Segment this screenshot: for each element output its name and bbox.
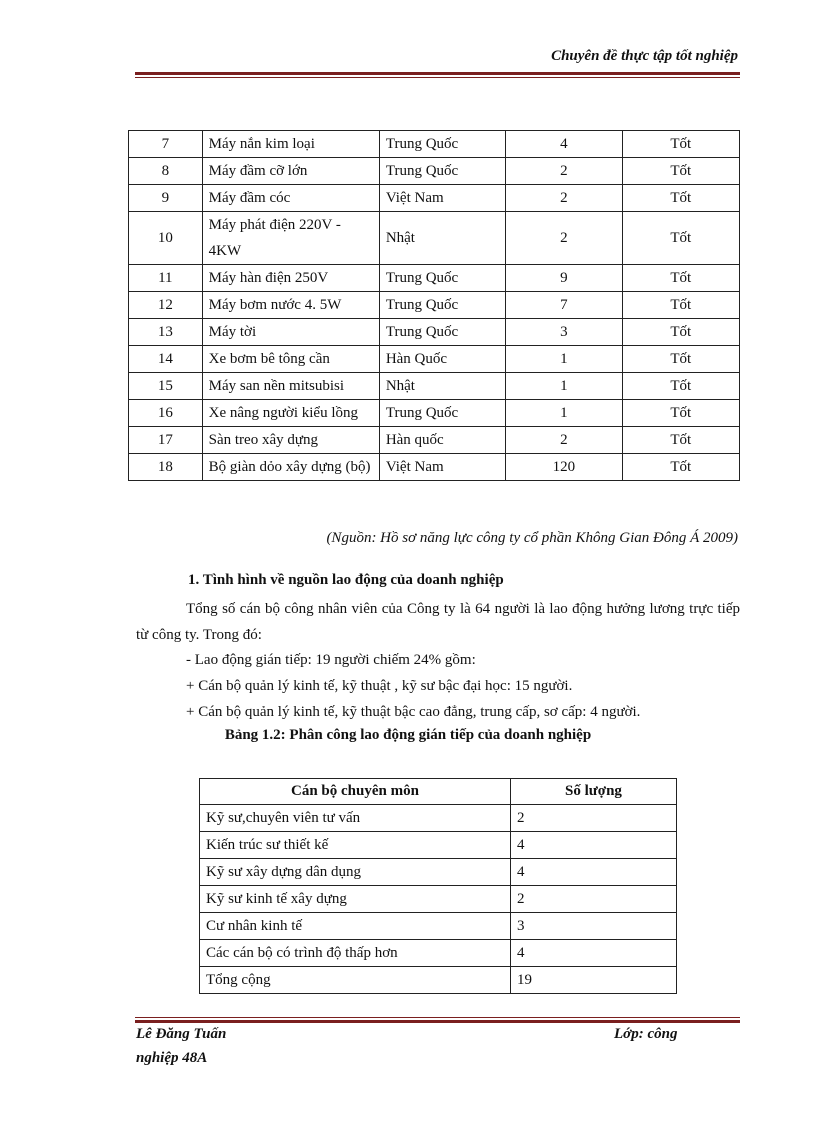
- table-row: [129, 185, 740, 212]
- source-note: (Nguồn: Hồ sơ năng lực công ty cổ phần Không Gian Đông Á 2009): [326, 530, 738, 546]
- cell-origin: Việt Nam: [379, 185, 505, 212]
- cell-origin: Nhật: [379, 212, 505, 265]
- cell-name: Xe bơm bê tông cần: [202, 346, 379, 373]
- cell-status: Tốt: [622, 158, 739, 185]
- cell-status: Tốt: [622, 400, 739, 427]
- cell-origin: Trung Quốc: [379, 265, 505, 292]
- footer-author: Lê Đăng Tuấn: [136, 1026, 227, 1042]
- cell-status: Tốt: [622, 346, 739, 373]
- cell-name: Máy san nền mitsubisi: [202, 373, 379, 400]
- cell-name: Máy bơm nước 4. 5W: [202, 292, 379, 319]
- cell-qty: 1: [506, 373, 622, 400]
- cell-status: Tốt: [622, 265, 739, 292]
- cell-name: Máy phát điện 220V - 4KW: [202, 212, 379, 265]
- cell-role: Các cán bộ có trình độ thấp hơn: [200, 940, 511, 967]
- cell-count: 19: [510, 967, 676, 994]
- cell-origin: Trung Quốc: [379, 400, 505, 427]
- cell-name: Máy tời: [202, 319, 379, 346]
- footer-class-label: Lớp: công: [614, 1026, 678, 1042]
- cell-status: Tốt: [622, 427, 739, 454]
- table-row: [200, 940, 677, 967]
- paragraph-college-staff: + Cán bộ quản lý kinh tế, kỹ thuật bậc cao đẳng, trung cấp, sơ cấp: 4 người.: [186, 704, 641, 720]
- staff-table: [199, 778, 677, 994]
- cell-status: Tốt: [622, 292, 739, 319]
- cell-count: 4: [510, 832, 676, 859]
- paragraph-total-staff: Tổng số cán bộ công nhân viên của Công ty là 64 người là lao động hưởng lương trực tiếp từ công ty. Trong đó:: [136, 601, 740, 643]
- cell-origin: Trung Quốc: [379, 292, 505, 319]
- footer-rule-thin: [135, 1017, 740, 1018]
- cell-name: Máy đầm cỡ lớn: [202, 158, 379, 185]
- cell-name: Máy hàn điện 250V: [202, 265, 379, 292]
- cell-origin: Việt Nam: [379, 454, 505, 481]
- cell-no: 11: [129, 265, 203, 292]
- table-row: [129, 346, 740, 373]
- cell-status: Tốt: [622, 373, 739, 400]
- footer-rule: [135, 1020, 740, 1023]
- cell-no: 7: [129, 131, 203, 158]
- cell-status: Tốt: [622, 131, 739, 158]
- table-row: [129, 131, 740, 158]
- cell-count: 4: [510, 859, 676, 886]
- cell-name: Xe nâng người kiểu lồng: [202, 400, 379, 427]
- table-row: [129, 319, 740, 346]
- cell-no: 15: [129, 373, 203, 400]
- table-row: [129, 427, 740, 454]
- cell-no: 18: [129, 454, 203, 481]
- cell-qty: 4: [506, 131, 622, 158]
- cell-no: 13: [129, 319, 203, 346]
- cell-qty: 9: [506, 265, 622, 292]
- cell-qty: 1: [506, 400, 622, 427]
- table-row-total: [200, 967, 677, 994]
- cell-origin: Trung Quốc: [379, 131, 505, 158]
- table-row: [129, 454, 740, 481]
- cell-no: 9: [129, 185, 203, 212]
- cell-count: 4: [510, 940, 676, 967]
- cell-role: Tổng cộng: [200, 967, 511, 994]
- table-row: [200, 805, 677, 832]
- cell-qty: 2: [506, 185, 622, 212]
- table-row: [200, 832, 677, 859]
- cell-qty: 1: [506, 346, 622, 373]
- table-row: [129, 158, 740, 185]
- cell-name: Bộ giàn dỏo xây dựng (bộ): [202, 454, 379, 481]
- cell-origin: Trung Quốc: [379, 158, 505, 185]
- cell-name: Máy nắn kim loại: [202, 131, 379, 158]
- cell-name: Sàn treo xây dựng: [202, 427, 379, 454]
- cell-origin: Trung Quốc: [379, 319, 505, 346]
- cell-qty: 3: [506, 319, 622, 346]
- cell-origin: Hàn Quốc: [379, 346, 505, 373]
- header-rule: [135, 72, 740, 75]
- cell-role: Kỹ sư xây dựng dân dụng: [200, 859, 511, 886]
- cell-status: Tốt: [622, 185, 739, 212]
- cell-origin: Nhật: [379, 373, 505, 400]
- cell-name: Máy đầm cóc: [202, 185, 379, 212]
- cell-status: Tốt: [622, 319, 739, 346]
- header-role: Cán bộ chuyên môn: [200, 779, 511, 805]
- cell-qty: 2: [506, 158, 622, 185]
- footer-class-cont: nghiệp 48A: [136, 1050, 208, 1066]
- cell-qty: 120: [506, 454, 622, 481]
- table-row: [200, 886, 677, 913]
- cell-role: Kiến trúc sư thiết kế: [200, 832, 511, 859]
- cell-role: Cư nhân kinh tế: [200, 913, 511, 940]
- header-count: Số lượng: [510, 779, 676, 805]
- equipment-table: [128, 130, 740, 481]
- table-caption: Bảng 1.2: Phân công lao động gián tiếp của doanh nghiệp: [224, 727, 592, 743]
- cell-no: 12: [129, 292, 203, 319]
- cell-count: 2: [510, 886, 676, 913]
- cell-no: 14: [129, 346, 203, 373]
- cell-count: 2: [510, 805, 676, 832]
- section-heading: 1. Tình hình về nguồn lao động của doanh nghiệp: [188, 572, 504, 588]
- cell-origin: Hàn quốc: [379, 427, 505, 454]
- table-row: [200, 913, 677, 940]
- table-row: [129, 400, 740, 427]
- cell-qty: 2: [506, 427, 622, 454]
- cell-no: 10: [129, 212, 203, 265]
- cell-role: Kỹ sư,chuyên viên tư vấn: [200, 805, 511, 832]
- table-row: [129, 373, 740, 400]
- cell-no: 8: [129, 158, 203, 185]
- table-header-row: [200, 779, 677, 805]
- cell-status: Tốt: [622, 454, 739, 481]
- header-rule-thin: [135, 77, 740, 78]
- cell-status: Tốt: [622, 212, 739, 265]
- cell-qty: 7: [506, 292, 622, 319]
- paragraph-university-staff: + Cán bộ quản lý kinh tế, kỹ thuật , kỹ sư bậc đại học: 15 người.: [186, 678, 573, 694]
- paragraph-indirect-labor: - Lao động gián tiếp: 19 người chiếm 24% gồm:: [186, 652, 476, 668]
- table-row: [129, 265, 740, 292]
- table-row: [129, 292, 740, 319]
- cell-qty: 2: [506, 212, 622, 265]
- table-row: [129, 212, 740, 265]
- cell-count: 3: [510, 913, 676, 940]
- table-row: [200, 859, 677, 886]
- cell-role: Kỹ sư kinh tế xây dựng: [200, 886, 511, 913]
- cell-no: 16: [129, 400, 203, 427]
- page-header-title: Chuyên đề thực tập tốt nghiệp: [551, 48, 738, 64]
- cell-no: 17: [129, 427, 203, 454]
